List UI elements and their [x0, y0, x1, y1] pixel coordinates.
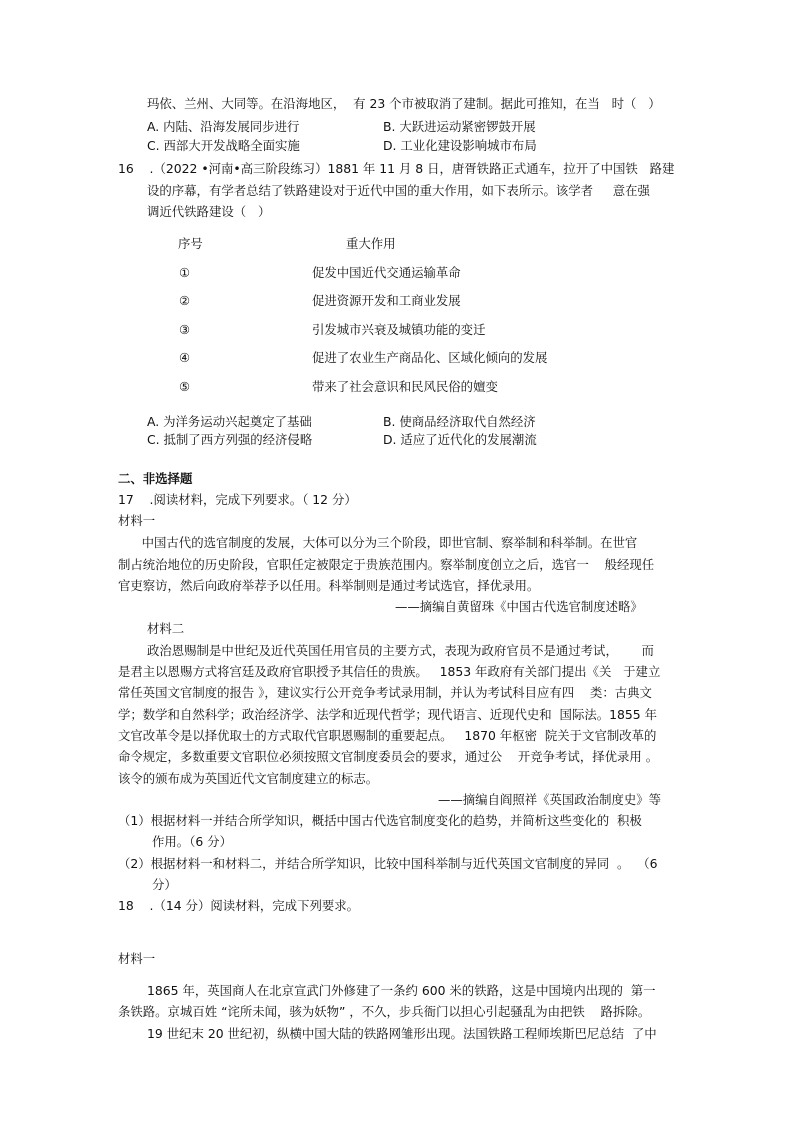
q17-material-1-source: ——摘编自黄留珠《中国古代选官制度述略》	[395, 599, 643, 614]
table-row-effect: 带来了社会意识和民风民俗的嬗变	[312, 379, 498, 394]
q15-option-a: A. 内陆、沿海发展同步进行	[147, 119, 300, 134]
q17-subquestion-2: （2）根据材料一和材料二，并结合所学知识，比较中国科举制与近代英国文官制度的异同 。 （6	[118, 856, 658, 871]
table-row-index: ②	[179, 293, 191, 308]
q15-option-c: C. 西部大开发战略全面实施	[147, 138, 300, 153]
q18-stem: 18 .（14 分）阅读材料，完成下列要求。	[118, 898, 360, 913]
q17-material-2-source: ——摘编自阎照祥《英国政治制度史》等	[438, 792, 662, 807]
q16-option-d: D. 适应了近代化的发展潮流	[383, 432, 537, 447]
q17-material-2-line: 学；数学和自然科学；政治经济学、法学和近现代哲学；现代语言、近现代史和 国际法。1855 年	[118, 707, 657, 722]
q18-material-line: 1865 年，英国商人在北京宣武门外修建了一条约 600 米的铁路，这是中国境内出现的 第一	[147, 983, 656, 998]
q16-stem-line-1: 16 .（2022 •河南•高三阶段练习）1881 年 11 月 8 日，唐胥铁路正式通车，拉开了中国铁 路建	[118, 161, 675, 176]
table-row-index: ④	[179, 350, 191, 365]
table-row-effect: 促进了农业生产商品化、区域化倾向的发展	[312, 350, 548, 365]
q15-option-b: B. 大跃进运动紧密锣鼓开展	[383, 119, 536, 134]
q16-option-c: C. 抵制了西方列强的经济侵略	[147, 432, 313, 447]
q18-material-line: 条铁路。京城百姓 “诧所未闻，骇为妖物” ，不久，步兵衙门以担心引起骚乱为由把铁 路拆除。	[118, 1004, 651, 1019]
q17-stem: 17 .阅读材料，完成下列要求。（ 12 分）	[118, 492, 357, 507]
section-heading: 二、非选择题	[118, 471, 193, 486]
q15-stem-line: 玛依、兰州、大同等。在沿海地区， 有 23 个市被取消了建制。据此可推知，在当 时（ ）	[147, 96, 661, 111]
q17-material-1-label: 材料一	[118, 513, 156, 528]
q17-material-2-label: 材料二	[147, 621, 185, 636]
q15-option-d: D. 工业化建设影响城市布局	[383, 138, 537, 153]
table-row-effect: 引发城市兴衰及城镇功能的变迁	[312, 322, 486, 337]
q17-material-2-line: 命令规定，多数重要文官职位必须按照文官制度委员会的要求，通过公 开竞争考试，择优录用 。	[118, 749, 659, 764]
q17-subquestion-1-cont: 作用。（6 分）	[152, 834, 232, 849]
q16-stem-line-3: 调近代铁路建设（ ）	[147, 204, 271, 219]
q17-material-2-line: 是君主以恩赐方式将宫廷及政府官职授予其信任的贵族。 1853 年政府有关部门提出《关 于建立	[118, 664, 661, 679]
q17-subquestion-1: （1）根据材料一并结合所学知识，概括中国古代选官制度变化的趋势，并简析这些变化的 积极	[118, 813, 642, 828]
table-header-index: 序号	[178, 236, 203, 251]
table-row-effect: 促发中国近代交通运输革命	[312, 265, 461, 280]
q16-option-b: B. 使商品经济取代自然经济	[383, 414, 536, 429]
table-row-index: ③	[179, 322, 191, 337]
q18-material-line: 19 世纪末 20 世纪初，纵横中国大陆的铁路网雏形出现。法国铁路工程师埃斯巴尼总结 了中	[147, 1026, 657, 1041]
q17-material-2-line: 该令的颁布成为英国近代文官制度建立的标志。	[118, 771, 379, 786]
q17-material-1-line: 中国古代的选官制度的发展，大体可以分为三个阶段，即世官制、察举制和科举制。在世官	[118, 535, 638, 550]
q17-material-1-line: 制占统治地位的历史阶段，官职任定被限定于贵族范围内。察举制度创立之后，选官一 般经现任	[118, 557, 655, 572]
q18-material-1-label: 材料一	[118, 951, 156, 966]
q17-material-2-line: 常任英国文官制度的报告 》，建议实行公开竞争考试录用制，并认为考试科目应有四 类：古典文	[118, 685, 652, 700]
table-row-index: ①	[179, 265, 191, 280]
table-header-effect: 重大作用	[346, 236, 396, 251]
q16-option-a: A. 为洋务运动兴起奠定了基础	[147, 414, 312, 429]
table-row-index: ⑤	[179, 379, 191, 394]
q17-material-2-line: 政治恩赐制是中世纪及近代英国任用官员的主要方式，表现为政府官员不是通过考试， 而	[147, 643, 654, 658]
q17-subquestion-2-cont: 分）	[152, 877, 177, 892]
q17-material-2-line: 文官改革令是以择优取士的方式取代官职恩赐制的重要起点。 1870 年枢密 院关于文官制改革的	[118, 728, 657, 743]
table-row-effect: 促进资源开发和工商业发展	[312, 293, 461, 308]
q17-material-1-line: 官吏察访，然后向政府举荐予以任用。科举制则是通过考试选官，择优录用。	[118, 578, 540, 593]
q16-stem-line-2: 设的序幕，有学者总结了铁路建设对于近代中国的重大作用，如下表所示。该学者 意在强	[147, 183, 650, 198]
